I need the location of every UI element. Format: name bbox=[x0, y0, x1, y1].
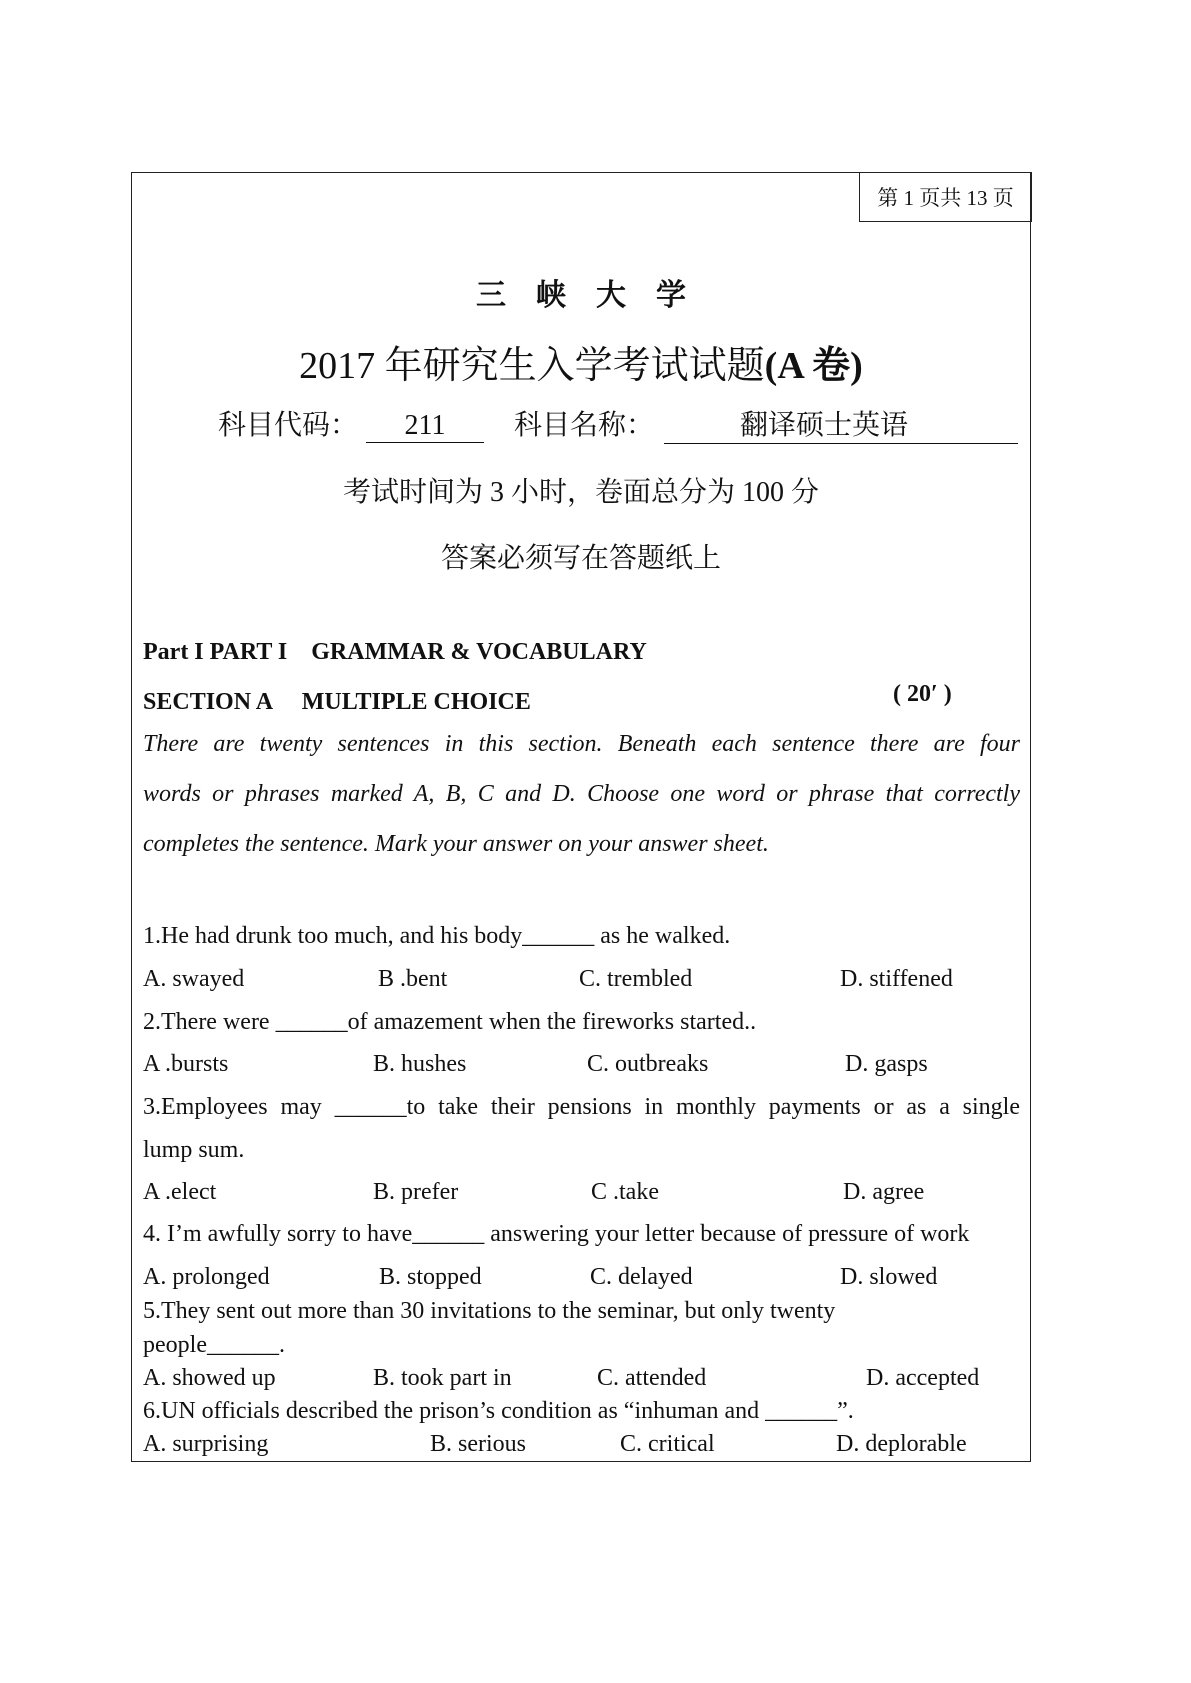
question-5: 5.They sent out more than 30 invitations to the seminar, but only twenty bbox=[143, 1298, 836, 1324]
question-4: 4. I’m awfully sorry to have______ answering your letter because of pressure of work bbox=[143, 1221, 970, 1247]
option-b: B. stopped bbox=[379, 1264, 482, 1290]
exam-title bbox=[131, 334, 1031, 389]
question-6: 6.UN officials described the prison’s condition as “inhuman and ______”. bbox=[143, 1398, 854, 1424]
exam-paper-label: (A 卷) bbox=[764, 345, 863, 387]
subject-name-field bbox=[664, 403, 1018, 444]
subject-code: 211 bbox=[366, 410, 484, 443]
option-b: B. serious bbox=[430, 1431, 526, 1457]
option-d: D. slowed bbox=[840, 1264, 938, 1290]
option-d: D. gasps bbox=[845, 1051, 928, 1077]
part-title: Part I PART I GRAMMAR & VOCABULARY bbox=[143, 639, 647, 665]
option-a: A. showed up bbox=[143, 1365, 276, 1391]
option-a: A. prolonged bbox=[143, 1264, 270, 1290]
duration-note: 考试时间为 3 小时，卷面总分为 100 分 bbox=[342, 477, 819, 508]
option-b: B. hushes bbox=[373, 1051, 467, 1077]
page-indicator: 第 1 页共 13 页 bbox=[859, 172, 1032, 222]
option-d: D. deplorable bbox=[836, 1431, 967, 1457]
exam-title-text: 2017 年研究生入学考试试题 bbox=[299, 345, 765, 387]
answer-note: 答案必须写在答题纸上 bbox=[440, 543, 721, 574]
university-name: 三 峡 大 学 bbox=[476, 278, 686, 313]
question-3-continued: lump sum. bbox=[143, 1137, 245, 1163]
section-points: ( 20′ ) bbox=[893, 681, 952, 707]
subject-name-label: 科目名称： bbox=[514, 410, 655, 441]
option-b: B. took part in bbox=[373, 1365, 512, 1391]
option-d: D. accepted bbox=[866, 1365, 980, 1391]
option-a: A. surprising bbox=[143, 1431, 269, 1457]
option-c: C. delayed bbox=[590, 1264, 693, 1290]
instruction-line: words or phrases marked A, B, C and D. Choose one word or phrase that correctly bbox=[143, 781, 1020, 807]
option-c: C. outbreaks bbox=[587, 1051, 709, 1077]
subject-code-label: 科目代码： bbox=[218, 410, 359, 441]
option-d: D. stiffened bbox=[840, 966, 953, 992]
option-c: C .take bbox=[591, 1179, 659, 1205]
section-title: SECTION A MULTIPLE CHOICE bbox=[143, 689, 531, 715]
option-b: B .bent bbox=[378, 966, 448, 992]
option-a: A .bursts bbox=[143, 1051, 229, 1077]
option-d: D. agree bbox=[843, 1179, 925, 1205]
question-2: 2.There were ______of amazement when the fireworks started.. bbox=[143, 1009, 757, 1035]
option-c: C. trembled bbox=[579, 966, 693, 992]
option-c: C. critical bbox=[620, 1431, 715, 1457]
question-3: 3.Employees may ______to take their pensions in monthly payments or as a single bbox=[143, 1094, 1020, 1120]
question-1: 1.He had drunk too much, and his body______ as he walked. bbox=[143, 923, 731, 949]
subject-name: 翻译硕士英语 bbox=[740, 410, 909, 441]
option-c: C. attended bbox=[597, 1365, 707, 1391]
instruction-line: There are twenty sentences in this section. Beneath each sentence there are four bbox=[143, 731, 1020, 757]
question-5-continued: people______. bbox=[143, 1332, 285, 1358]
option-a: A .elect bbox=[143, 1179, 217, 1205]
instruction-line: completes the sentence. Mark your answer on your answer sheet. bbox=[143, 831, 769, 857]
subject-line bbox=[218, 403, 1018, 444]
option-a: A. swayed bbox=[143, 966, 245, 992]
option-b: B. prefer bbox=[373, 1179, 459, 1205]
